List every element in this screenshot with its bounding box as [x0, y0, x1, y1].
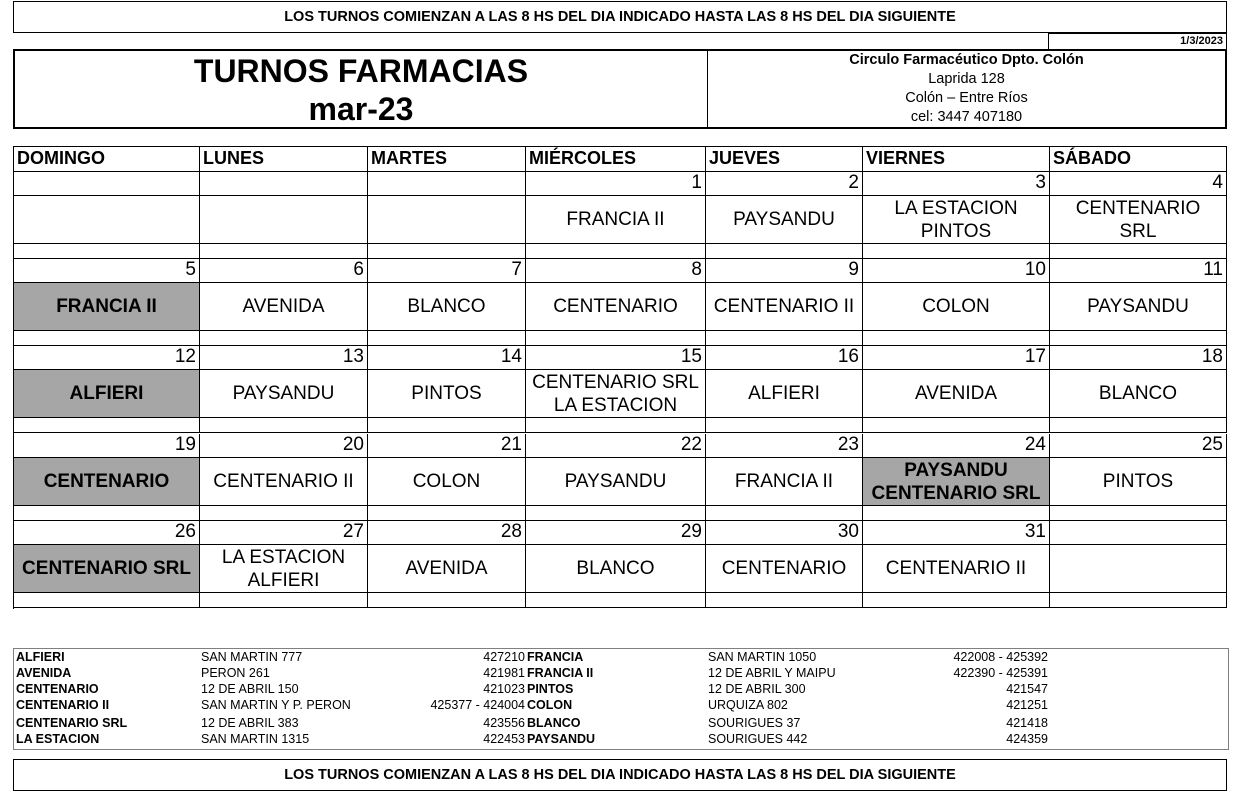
- org-name: Circulo Farmacéutico Dpto. Colón: [849, 52, 1084, 68]
- spacer-cell: [200, 418, 368, 433]
- pharmacy-name: CENTENARIO: [16, 682, 99, 696]
- duty-pharmacy: AVENIDA: [368, 545, 526, 593]
- day-number: [200, 172, 368, 196]
- day-number: 2: [706, 172, 863, 196]
- pharmacy-name: AVENIDA: [16, 666, 72, 680]
- day-number: 22: [526, 434, 706, 458]
- duty-pharmacy: CENTENARIO II: [200, 458, 368, 506]
- pharmacy-address: SAN MARTIN 1050: [708, 650, 817, 664]
- day-number: 30: [706, 521, 863, 545]
- duty-pharmacy: CENTENARIO II: [863, 545, 1050, 593]
- org-block: [708, 51, 1225, 127]
- day-header: JUEVES: [706, 147, 863, 172]
- pharmacy-name: CENTENARIO SRL: [16, 716, 128, 730]
- pharmacy-phone: 421418: [1006, 716, 1048, 730]
- page-title: TURNOS FARMACIAS: [193, 53, 529, 89]
- duty-pharmacy: PAYSANDU: [706, 196, 863, 244]
- duty-pharmacy: AVENIDA: [200, 283, 368, 331]
- pharmacy-phone: 421981: [483, 666, 525, 680]
- duty-pharmacy: FRANCIA II: [14, 283, 200, 331]
- title-block: [15, 51, 708, 127]
- duty-pharmacy: BLANCO: [526, 545, 706, 593]
- spacer-cell: [706, 331, 863, 346]
- pharmacy-phone: 422453: [483, 732, 525, 746]
- spacer-cell: [368, 418, 526, 433]
- day-number: 5: [14, 259, 200, 283]
- duty-pharmacy: CENTENARIO: [526, 283, 706, 331]
- duty-pharmacy: [368, 196, 526, 244]
- duty-pharmacy: FRANCIA II: [526, 196, 706, 244]
- spacer-cell: [1050, 593, 1227, 608]
- pharmacy-name: ALFIERI: [16, 650, 65, 664]
- duty-pharmacy: COLON: [863, 283, 1050, 331]
- day-number: 24: [863, 434, 1050, 458]
- pharmacy-phone: 424359: [1006, 732, 1048, 746]
- duty-pharmacy: LA ESTACION PINTOS: [863, 196, 1050, 244]
- pharmacy-name: PAYSANDU: [527, 732, 596, 746]
- pharmacy-phone: 427210: [483, 650, 525, 664]
- spacer-cell: [368, 506, 526, 521]
- pharmacy-name: FRANCIA II: [527, 666, 594, 680]
- pharmacy-address: SOURIGUES 442: [708, 732, 808, 746]
- spacer-cell: [368, 593, 526, 608]
- pharmacy-address: 12 DE ABRIL 383: [201, 716, 299, 730]
- pharmacy-address: URQUIZA 802: [708, 698, 788, 712]
- day-number: 8: [526, 259, 706, 283]
- duty-pharmacy: PINTOS: [1050, 458, 1227, 506]
- legend-row: [14, 715, 1228, 731]
- day-number: 6: [200, 259, 368, 283]
- spacer-cell: [1050, 244, 1227, 259]
- top-notice: LOS TURNOS COMIENZAN A LAS 8 HS DEL DIA INDICADO HASTA LAS 8 HS DEL DIA SIGUIENTE: [13, 1, 1227, 33]
- day-number: 27: [200, 521, 368, 545]
- pharmacy-phone: 421547: [1006, 682, 1048, 696]
- legend-row: [14, 665, 1228, 681]
- spacer-cell: [368, 244, 526, 259]
- spacer-cell: [863, 418, 1050, 433]
- pharmacy-phone: 422008 - 425392: [953, 650, 1048, 664]
- duty-pharmacy: [1050, 545, 1227, 593]
- day-number: 20: [200, 434, 368, 458]
- spacer-cell: [526, 244, 706, 259]
- pharmacy-name: PINTOS: [527, 682, 574, 696]
- day-number: [1050, 521, 1227, 545]
- day-number: 29: [526, 521, 706, 545]
- duty-pharmacy: CENTENARIO: [14, 458, 200, 506]
- duty-pharmacy: PAYSANDU: [1050, 283, 1227, 331]
- day-number: 25: [1050, 434, 1227, 458]
- pharmacy-name: CENTENARIO II: [16, 698, 110, 712]
- spacer-cell: [14, 506, 200, 521]
- pharmacy-phone: 423556: [483, 716, 525, 730]
- spacer-cell: [706, 418, 863, 433]
- day-number: [14, 172, 200, 196]
- duty-pharmacy: PAYSANDU: [526, 458, 706, 506]
- spacer-cell: [863, 593, 1050, 608]
- spacer-cell: [526, 418, 706, 433]
- pharmacy-address: PERON 261: [201, 666, 270, 680]
- month-title: mar-23: [308, 91, 414, 127]
- pharmacy-phone: 421251: [1006, 698, 1048, 712]
- duty-pharmacy: CENTENARIO SRL: [14, 545, 200, 593]
- duty-pharmacy: CENTENARIO II: [706, 283, 863, 331]
- pharmacy-address: 12 DE ABRIL Y MAIPU: [708, 666, 836, 680]
- spacer-cell: [200, 331, 368, 346]
- pharmacy-name: COLON: [527, 698, 573, 712]
- day-number: 3: [863, 172, 1050, 196]
- day-number: 28: [368, 521, 526, 545]
- bottom-notice: LOS TURNOS COMIENZAN A LAS 8 HS DEL DIA INDICADO HASTA LAS 8 HS DEL DIA SIGUIENTE: [13, 759, 1227, 791]
- spacer-cell: [14, 593, 200, 608]
- pharmacy-address: SAN MARTIN 777: [201, 650, 303, 664]
- day-header: LUNES: [200, 147, 368, 172]
- day-number: 16: [706, 346, 863, 370]
- day-header: MARTES: [368, 147, 526, 172]
- spacer-cell: [863, 331, 1050, 346]
- spacer-cell: [368, 331, 526, 346]
- duty-pharmacy: LA ESTACION ALFIERI: [200, 545, 368, 593]
- spacer-cell: [706, 506, 863, 521]
- legend-row: [14, 649, 1228, 665]
- spacer-cell: [1050, 506, 1227, 521]
- pharmacy-phone: 425377 - 424004: [430, 698, 525, 712]
- day-header: VIERNES: [863, 147, 1050, 172]
- spacer-cell: [14, 331, 200, 346]
- pharmacy-address: 12 DE ABRIL 150: [201, 682, 299, 696]
- legend-row: [14, 681, 1228, 697]
- day-number: [368, 172, 526, 196]
- day-number: 26: [14, 521, 200, 545]
- org-city: Colón – Entre Ríos: [905, 90, 1028, 106]
- day-number: 1: [526, 172, 706, 196]
- day-number: 9: [706, 259, 863, 283]
- duty-pharmacy: COLON: [368, 458, 526, 506]
- day-number: 17: [863, 346, 1050, 370]
- day-number: 10: [863, 259, 1050, 283]
- pharmacy-legend: [13, 648, 1229, 750]
- duty-pharmacy: BLANCO: [368, 283, 526, 331]
- day-number: 12: [14, 346, 200, 370]
- day-number: 4: [1050, 172, 1227, 196]
- duty-pharmacy: [14, 196, 200, 244]
- day-number: 31: [863, 521, 1050, 545]
- pharmacy-phone: 422390 - 425391: [953, 666, 1048, 680]
- day-number: 18: [1050, 346, 1227, 370]
- spacer-cell: [1050, 418, 1227, 433]
- pharmacy-phone: 421023: [483, 682, 525, 696]
- duty-pharmacy: AVENIDA: [863, 370, 1050, 418]
- pharmacy-address: SAN MARTIN 1315: [201, 732, 310, 746]
- day-number: 11: [1050, 259, 1227, 283]
- duty-pharmacy: CENTENARIO SRL LA ESTACION: [526, 370, 706, 418]
- duty-pharmacy: PAYSANDU: [200, 370, 368, 418]
- duty-pharmacy: CENTENARIO SRL: [1050, 196, 1227, 244]
- duty-pharmacy: [200, 196, 368, 244]
- spacer-cell: [200, 244, 368, 259]
- spacer-cell: [14, 244, 200, 259]
- day-number: 23: [706, 434, 863, 458]
- pharmacy-name: BLANCO: [527, 716, 581, 730]
- spacer-cell: [526, 593, 706, 608]
- day-header: MIÉRCOLES: [526, 147, 706, 172]
- duty-pharmacy: PINTOS: [368, 370, 526, 418]
- spacer-cell: [200, 506, 368, 521]
- legend-row: [14, 697, 1228, 713]
- duty-pharmacy: BLANCO: [1050, 370, 1227, 418]
- spacer-cell: [706, 244, 863, 259]
- title-box: [13, 49, 1227, 129]
- spacer-cell: [14, 418, 200, 433]
- spacer-cell: [863, 244, 1050, 259]
- duty-pharmacy: ALFIERI: [14, 370, 200, 418]
- duty-pharmacy: ALFIERI: [706, 370, 863, 418]
- calendar-grid: [13, 146, 1227, 609]
- pharmacy-name: LA ESTACION: [16, 732, 100, 746]
- duty-pharmacy: PAYSANDU CENTENARIO SRL: [863, 458, 1050, 506]
- legend-row: [14, 731, 1228, 747]
- duty-pharmacy: FRANCIA II: [706, 458, 863, 506]
- spacer-cell: [526, 506, 706, 521]
- spacer-cell: [863, 506, 1050, 521]
- day-number: 14: [368, 346, 526, 370]
- day-number: 13: [200, 346, 368, 370]
- date-label: 1/3/2023: [1048, 33, 1227, 50]
- spacer-cell: [526, 331, 706, 346]
- day-header: DOMINGO: [14, 147, 200, 172]
- pharmacy-address: 12 DE ABRIL 300: [708, 682, 806, 696]
- day-number: 19: [14, 434, 200, 458]
- duty-pharmacy: CENTENARIO: [706, 545, 863, 593]
- spacer-cell: [1050, 331, 1227, 346]
- pharmacy-name: FRANCIA: [527, 650, 584, 664]
- org-address: Laprida 128: [928, 71, 1005, 87]
- day-number: 7: [368, 259, 526, 283]
- pharmacy-address: SAN MARTIN Y P. PERON: [201, 698, 351, 712]
- day-number: 21: [368, 434, 526, 458]
- pharmacy-address: SOURIGUES 37: [708, 716, 801, 730]
- day-header: SÁBADO: [1050, 147, 1227, 172]
- org-phone: cel: 3447 407180: [910, 109, 1023, 125]
- spacer-cell: [200, 593, 368, 608]
- spacer-cell: [706, 593, 863, 608]
- day-number: 15: [526, 346, 706, 370]
